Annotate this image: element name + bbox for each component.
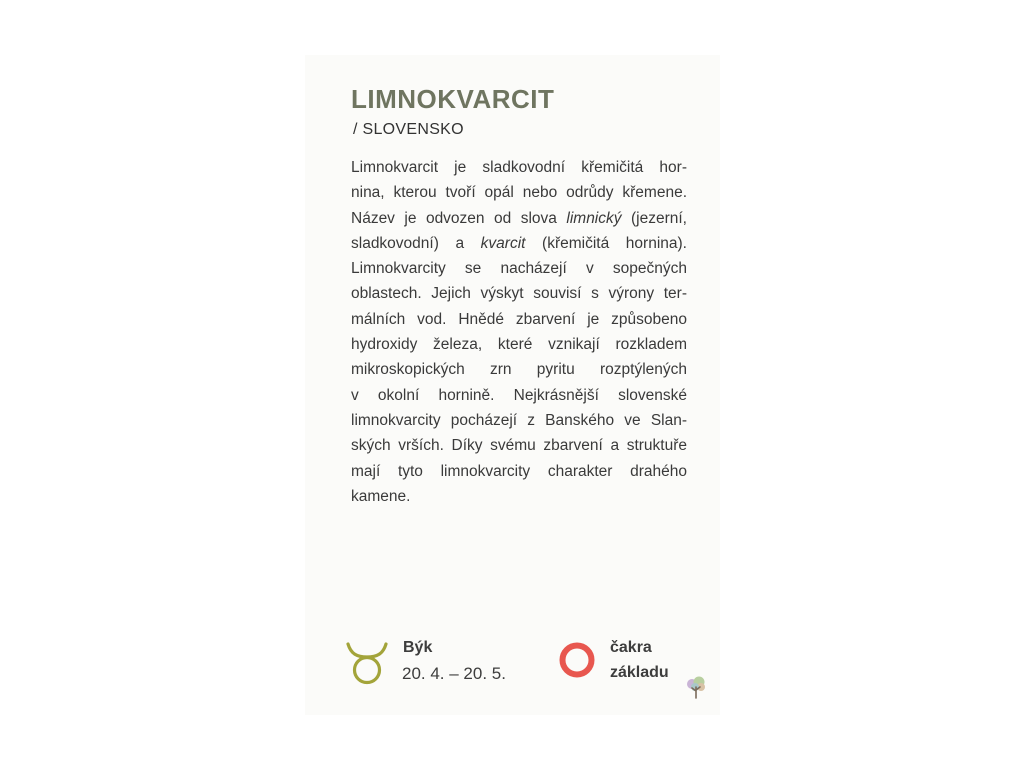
paragraph-line: hydroxidy železa, které vznikají rozkladem — [351, 336, 687, 354]
chakra-name: čakra — [610, 639, 652, 656]
taurus-icon — [345, 640, 389, 686]
paragraph-line: Název je odvozen od slova limnický (jezerní, — [351, 209, 687, 227]
paragraph-line: Limnokvarcity se nacházejí v sopečných — [351, 260, 687, 278]
paragraph-line: mají tyto limnokvarcity charakter drahého — [351, 462, 687, 480]
paragraph-line: v okolní hornině. Nejkrásnější slovenské — [351, 386, 687, 404]
paragraph-line: Limnokvarcit je sladkovodní křemičitá hor- — [351, 159, 687, 176]
description-paragraph — [351, 155, 687, 509]
page-subtitle: / SLOVENSKO — [353, 121, 464, 138]
paragraph-line: mikroskopických zrn pyritu rozptýlených — [351, 361, 687, 379]
chakra-ring-icon — [557, 640, 597, 680]
paragraph-line: kamene. — [351, 487, 411, 505]
paragraph-line: málních vod. Hnědé zbarvení je způsobeno — [351, 310, 687, 328]
zodiac-sign-dates: 20. 4. – 20. 5. — [402, 664, 506, 683]
paragraph-line: ských vrších. Díky svému zbarvení a struktuře — [351, 437, 687, 455]
zodiac-sign-name: Býk — [403, 639, 433, 656]
paragraph-line: limnokvarcity pocházejí z Banského ve Slan- — [351, 411, 687, 429]
chakra-subtitle: základu — [610, 664, 669, 681]
paragraph-line: oblastech. Jejich výskyt souvisí s výrony ter- — [351, 285, 687, 303]
paragraph-line: nina, kterou tvoří opál nebo odrůdy křemene. — [351, 184, 687, 202]
tree-icon — [684, 675, 708, 699]
page-title: LIMNOKVARCIT — [351, 84, 555, 114]
paragraph-line: sladkovodní) a kvarcit (křemičitá hornina). — [351, 234, 687, 252]
